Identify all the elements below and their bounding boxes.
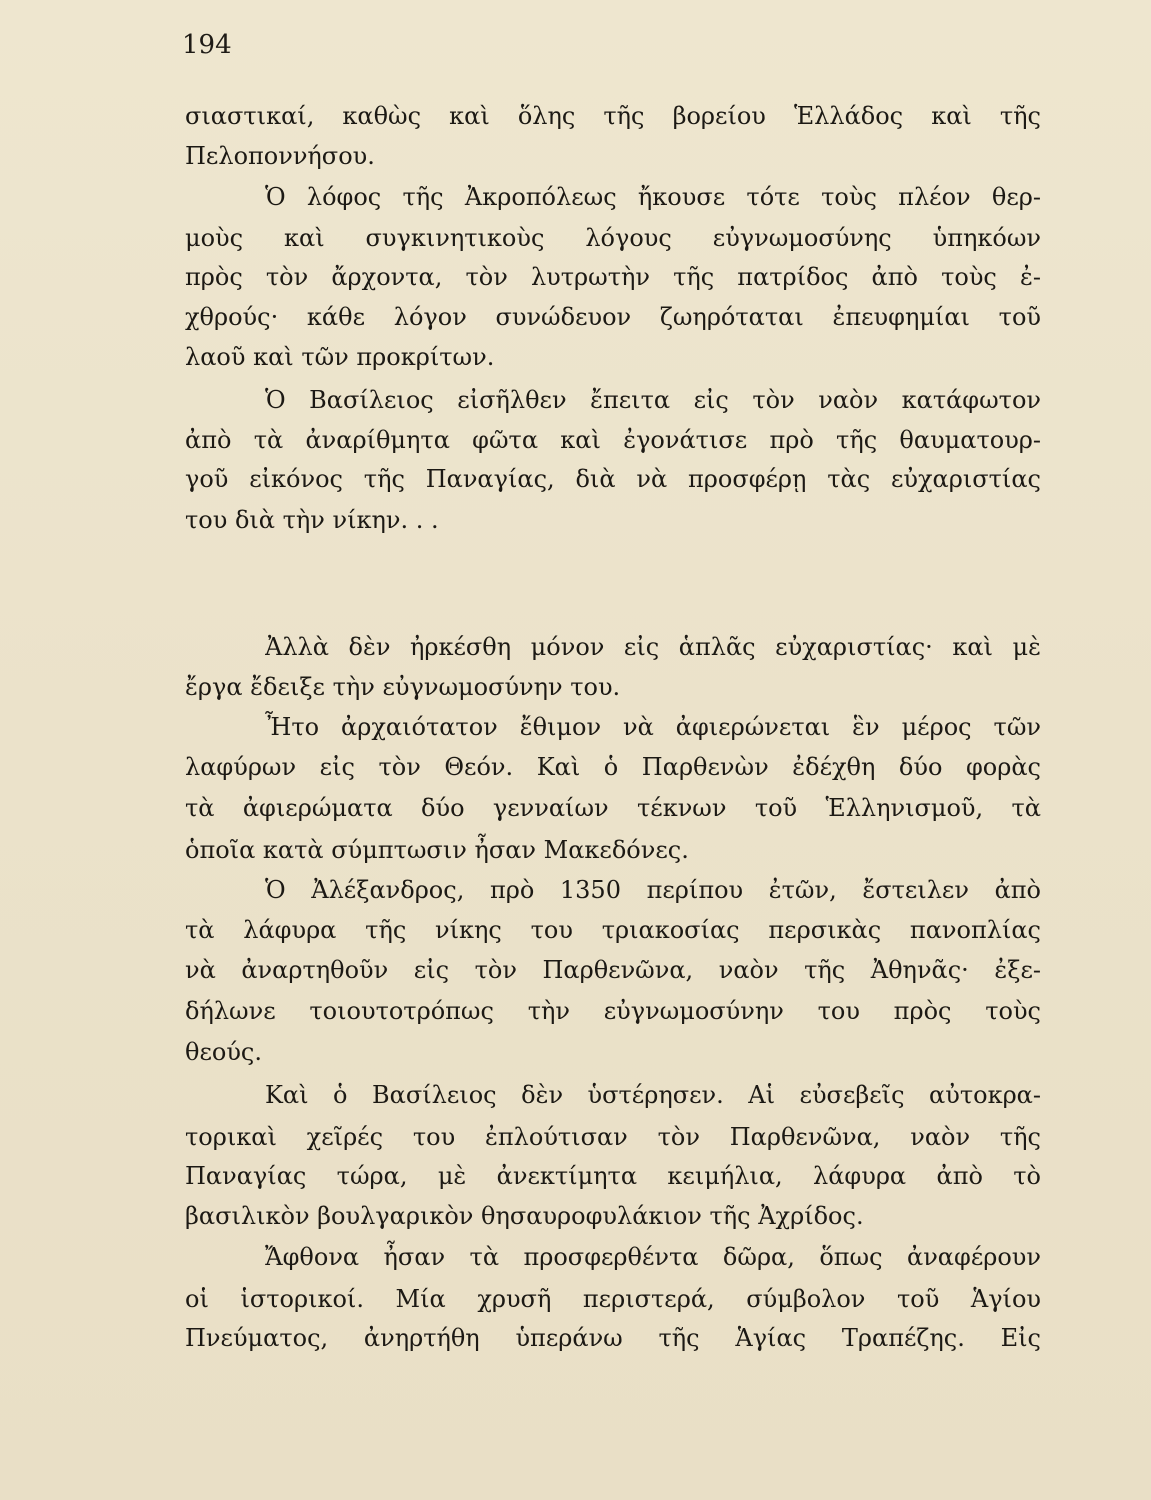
text-line: λαφύρων εἰς τὸν Θεόν. Καὶ ὁ Παρθενὼν ἐδέχθη δύο φορὰς xyxy=(185,753,1041,781)
text-line: Ἄφθονα ἦσαν τὰ προσφερθέντα δῶρα, ὅπως ἀναφέρουν xyxy=(265,1243,1041,1271)
text-line: Καὶ ὁ Βασίλειος δὲν ὑστέρησεν. Αἱ εὐσεβεῖς αὐτοκρα- xyxy=(265,1081,1041,1109)
text-line: ἔργα ἔδειξε τὴν εὐγνωμοσύνην του. xyxy=(185,673,621,701)
text-line: οἱ ἱστορικοί. Μία χρυσῆ περιστερά, σύμβολον τοῦ Ἁγίου xyxy=(185,1285,1041,1313)
text-line: Πελοποννήσου. xyxy=(185,142,375,170)
text-line: Ἀλλὰ δὲν ἠρκέσθη μόνον εἰς ἁπλᾶς εὐχαριστίας· καὶ μὲ xyxy=(265,633,1041,661)
text-line: Ὁ Βασίλειος εἰσῆλθεν ἔπειτα εἰς τὸν ναὸν κατάφωτον xyxy=(265,386,1041,414)
text-line: νὰ ἀναρτηθοῦν εἰς τὸν Παρθενῶνα, ναὸν τῆς Ἀθηνᾶς· ἐξε- xyxy=(185,956,1041,984)
text-line: χθρούς· κάθε λόγον συνώδευον ζωηρόταται ἐπευφημίαι τοῦ xyxy=(185,303,1041,331)
text-line: Ὁ λόφος τῆς Ἀκροπόλεως ἤκουσε τότε τοὺς πλέον θερ- xyxy=(265,183,1041,211)
text-line: Ὁ Ἀλέξανδρος, πρὸ 1350 περίπου ἐτῶν, ἔστειλεν ἀπὸ xyxy=(265,876,1041,904)
text-line: μοὺς καὶ συγκινητικοὺς λόγους εὐγνωμοσύνης ὑπηκόων xyxy=(185,224,1041,252)
text-line: δήλωνε τοιουτοτρόπως τὴν εὐγνωμοσύνην του πρὸς τοὺς xyxy=(185,997,1041,1025)
text-line: πρὸς τὸν ἄρχοντα, τὸν λυτρωτὴν τῆς πατρίδος ἀπὸ τοὺς ἐ- xyxy=(185,263,1041,291)
text-line: ἀπὸ τὰ ἀναρίθμητα φῶτα καὶ ἐγονάτισε πρὸ τῆς θαυματουρ- xyxy=(185,426,1041,454)
text-line: λαοῦ καὶ τῶν προκρίτων. xyxy=(185,343,495,371)
text-line: του διὰ τὴν νίκην. . . xyxy=(185,506,439,534)
text-line: τὰ λάφυρα τῆς νίκης του τριακοσίας περσικὰς πανοπλίας xyxy=(185,916,1041,944)
text-line: τὰ ἀφιερώματα δύο γενναίων τέκνων τοῦ Ἑλληνισμοῦ, τὰ xyxy=(185,794,1041,822)
text-line: βασιλικὸν βουλγαρικὸν θησαυροφυλάκιον τῆς Ἀχρίδος. xyxy=(185,1202,864,1230)
text-line: τορικαὶ χεῖρές του ἐπλούτισαν τὸν Παρθενῶνα, ναὸν τῆς xyxy=(185,1123,1041,1151)
text-line: Ἦτο ἀρχαιότατον ἔθιμον νὰ ἀφιερώνεται ἓν μέρος τῶν xyxy=(265,713,1041,741)
text-line: ὁποῖα κατὰ σύμπτωσιν ἦσαν Μακεδόνες. xyxy=(185,836,689,864)
text-line: γοῦ εἰκόνος τῆς Παναγίας, διὰ νὰ προσφέρῃ τὰς εὐχαριστίας xyxy=(185,465,1041,493)
text-line: Παναγίας τώρα, μὲ ἀνεκτίμητα κειμήλια, λάφυρα ἀπὸ τὸ xyxy=(185,1162,1041,1190)
text-line: Πνεύματος, ἀνηρτήθη ὑπεράνω τῆς Ἁγίας Τραπέζης. Εἰς xyxy=(185,1324,1041,1352)
page-number: 194 xyxy=(182,30,232,60)
text-line: θεούς. xyxy=(185,1038,262,1066)
text-line: σιαστικαί, καθὼς καὶ ὅλης τῆς βορείου Ἑλλάδος καὶ τῆς xyxy=(185,102,1041,130)
